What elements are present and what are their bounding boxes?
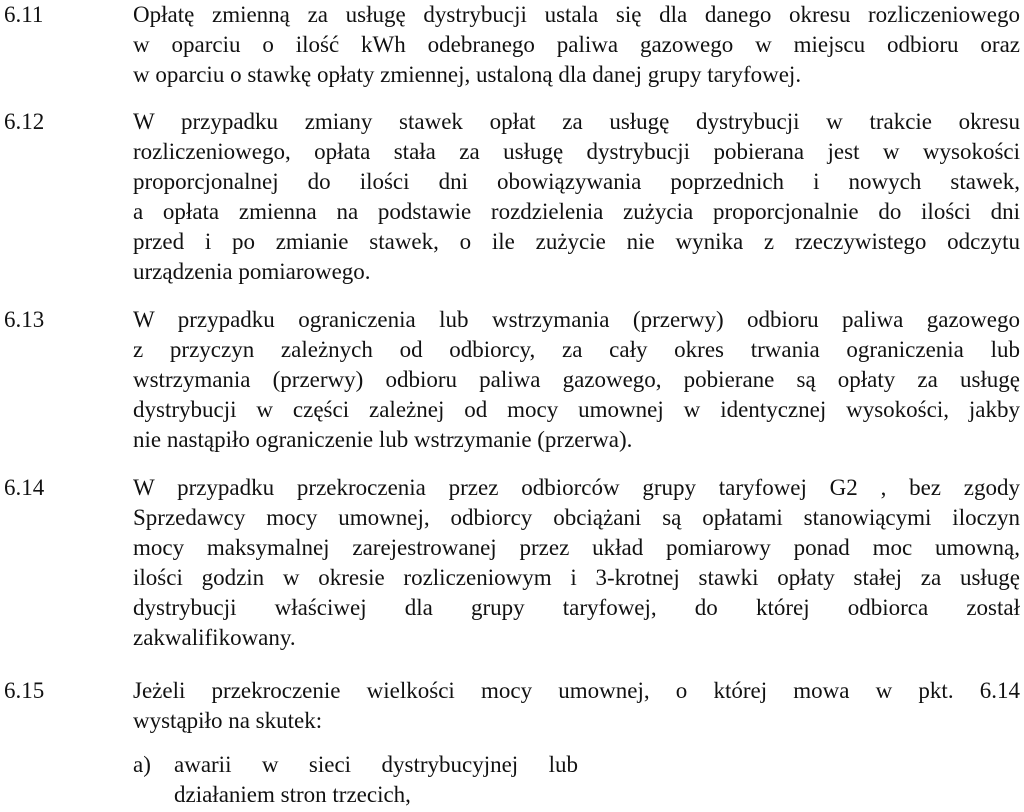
section-number: 6.12 — [4, 109, 45, 134]
text-line: proporcjonalnej do ilości dni obowiązywania poprzednich i nowych stawek, — [133, 169, 1020, 194]
list-item-label: a) — [133, 752, 151, 777]
text-line: awarii w sieci dystrybucyjnej lub — [174, 752, 578, 777]
text-line: a opłata zmienna na podstawie rozdzielenia zużycia proporcjonalnie do ilości dni — [133, 199, 1020, 224]
text-line: z przyczyn zależnych od odbiorcy, za cały okres trwania ograniczenia lub — [133, 337, 1020, 362]
text-line: Opłatę zmienną za usługę dystrybucji ustala się dla danego okresu rozliczeniowego — [133, 2, 1020, 27]
section-text — [133, 0, 1020, 90]
text-line: dystrybucji właściwej dla grupy taryfowej, do której odbiorca został — [133, 595, 1020, 620]
text-line: działaniem stron trzecich, — [174, 782, 411, 807]
section-number: 6.13 — [4, 307, 45, 332]
text-line: Sprzedawcy mocy umownej, odbiorcy obciążani są opłatami stanowiącymi iloczyn — [133, 505, 1020, 530]
list-item-text — [174, 750, 578, 810]
text-line: wstrzymania (przerwy) odbioru paliwa gazowego, pobierane są opłaty za usługę — [133, 367, 1020, 392]
section-number: 6.14 — [4, 475, 45, 500]
text-line: Jeżeli przekroczenie wielkości mocy umownej, o której mowa w pkt. 6.14 — [133, 678, 1020, 703]
text-line: zakwalifikowany. — [133, 625, 296, 650]
text-line: urządzenia pomiarowego. — [133, 259, 371, 284]
section-text — [133, 676, 1020, 736]
section-text — [133, 305, 1020, 455]
text-line: wystąpiło na skutek: — [133, 708, 323, 733]
section-text — [133, 107, 1020, 287]
section-number: 6.11 — [4, 2, 44, 27]
section-text — [133, 473, 1020, 653]
section-number: 6.15 — [4, 678, 45, 703]
text-line: przed i po zmianie stawek, o ile zużycie nie wynika z rzeczywistego odczytu — [133, 229, 1020, 254]
text-line: nie nastąpiło ograniczenie lub wstrzymanie (przerwa). — [133, 427, 633, 452]
text-line: mocy maksymalnej zarejestrowanej przez układ pomiarowy ponad moc umowną, — [133, 535, 1020, 560]
text-line: W przypadku przekroczenia przez odbiorców grupy taryfowej G2 , bez zgody — [133, 475, 1020, 500]
text-line: ilości godzin w okresie rozliczeniowym i 3-krotnej stawki opłaty stałej za usługę — [133, 565, 1020, 590]
text-line: dystrybucji w części zależnej od mocy umownej w identycznej wysokości, jakby — [133, 397, 1020, 422]
text-line: w oparciu o stawkę opłaty zmiennej, ustaloną dla danej grupy taryfowej. — [133, 62, 802, 87]
text-line: w oparciu o ilość kWh odebranego paliwa gazowego w miejscu odbioru oraz — [133, 32, 1020, 57]
text-line: W przypadku zmiany stawek opłat za usługę dystrybucji w trakcie okresu — [133, 109, 1020, 134]
text-line: W przypadku ograniczenia lub wstrzymania (przerwy) odbioru paliwa gazowego — [133, 307, 1020, 332]
text-line: rozliczeniowego, opłata stała za usługę dystrybucji pobierana jest w wysokości — [133, 139, 1020, 164]
